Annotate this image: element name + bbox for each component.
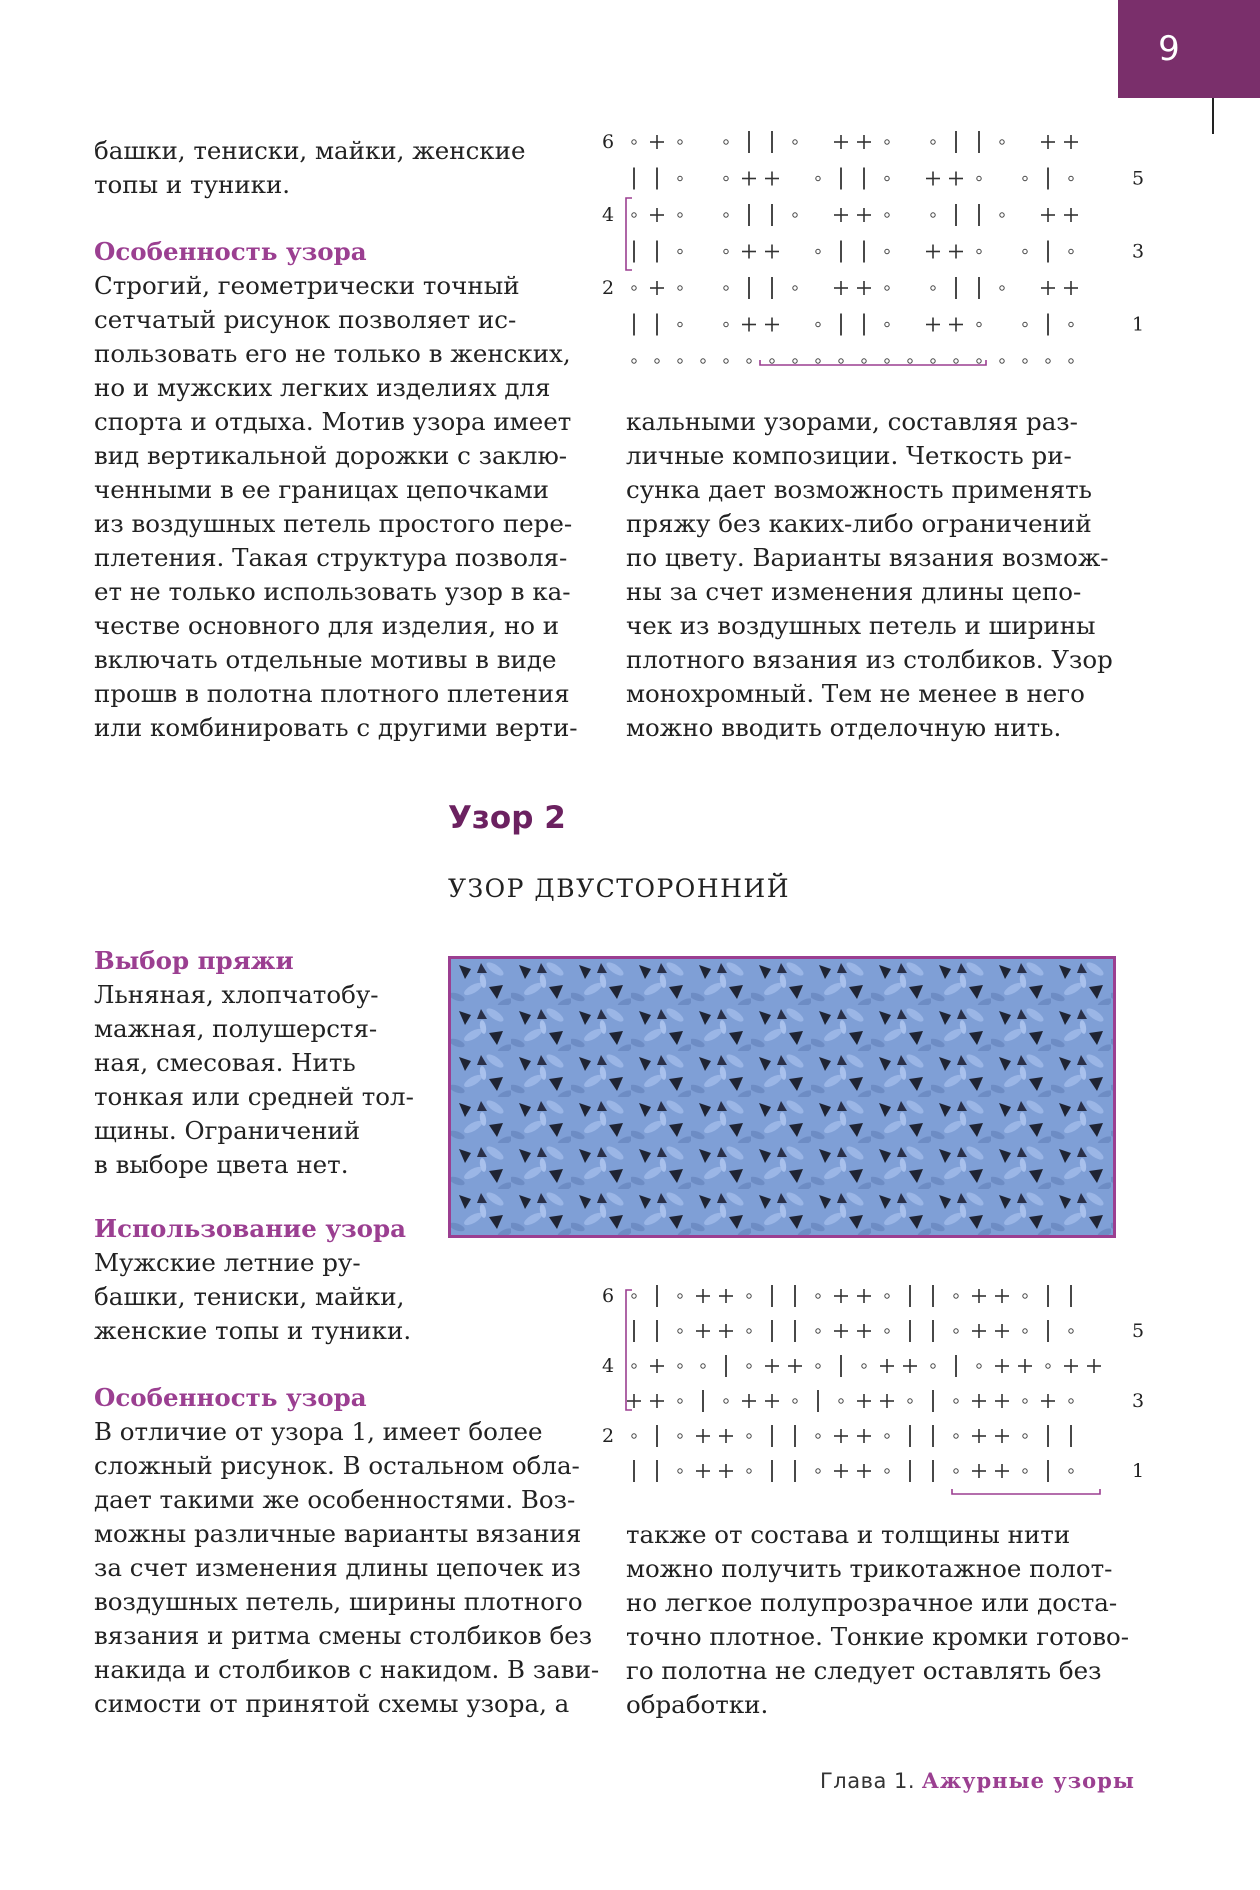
chain-symbol (954, 1294, 958, 1298)
chain-symbol (678, 1469, 682, 1473)
chain-symbol (816, 1294, 820, 1298)
footer-chapter-title: Ажурные узоры (921, 1768, 1135, 1793)
chain-symbol (908, 1399, 912, 1403)
chain-symbol (724, 213, 728, 217)
chain-symbol (1069, 1469, 1073, 1473)
row-number-right: 5 (1132, 1320, 1145, 1342)
chain-symbol (931, 140, 935, 144)
chain-symbol (885, 213, 889, 217)
chain-symbol (1023, 1329, 1027, 1333)
chain-symbol (1023, 1434, 1027, 1438)
chain-symbol (632, 213, 636, 217)
row-number-left: 2 (602, 1425, 615, 1447)
chain-symbol (885, 1469, 889, 1473)
chain-symbol (724, 286, 728, 290)
feature-text-1: Строгий, геометрически точный сетчатый рисунок позволяет ис- пользовать его не только в женских, но и мужских легких изделиях для спорта и отдыха. Мотив узора имеет вид вертикальной дорожки с заклю- ченными в ее границах цепочками из воздушных петель простого пере- плетения. Такая структура позволя- ет не только использовать узор в ка- честве основного для изделия, но и включать отдельные мотивы в виде прошв в полотна плотного плетения или комбинировать с другими верти- (94, 271, 578, 742)
chain-symbol (1023, 322, 1027, 326)
chain-symbol (724, 249, 728, 253)
chain-symbol (885, 286, 889, 290)
pattern-subtitle: УЗОР ДВУСТОРОННИЙ (448, 874, 790, 903)
chain-symbol (724, 140, 728, 144)
chain-symbol (931, 1364, 935, 1368)
chain-symbol (1000, 213, 1004, 217)
chain-symbol (1069, 1329, 1073, 1333)
chain-symbol (839, 359, 843, 363)
chain-symbol (1023, 359, 1027, 363)
chain-symbol (747, 1364, 751, 1368)
crochet-diagram-2 (596, 1276, 1156, 1501)
chain-symbol (816, 1434, 820, 1438)
chain-symbol (724, 176, 728, 180)
chain-symbol (977, 249, 981, 253)
chain-symbol (885, 1434, 889, 1438)
chain-symbol (931, 213, 935, 217)
chain-symbol (977, 322, 981, 326)
chain-symbol (1069, 359, 1073, 363)
chain-symbol (954, 1469, 958, 1473)
chain-symbol (1069, 176, 1073, 180)
chain-symbol (816, 1329, 820, 1333)
row-number-left: 6 (602, 1285, 615, 1307)
chain-symbol (747, 359, 751, 363)
page-edge-rule (1212, 98, 1214, 134)
chain-symbol (724, 322, 728, 326)
chain-symbol (678, 213, 682, 217)
chain-symbol (954, 1329, 958, 1333)
chain-symbol (793, 1399, 797, 1403)
chain-symbol (632, 140, 636, 144)
chain-symbol (816, 249, 820, 253)
chain-symbol (793, 359, 797, 363)
row-number-right: 5 (1132, 167, 1145, 190)
chain-symbol (816, 176, 820, 180)
page-number: 9 (1158, 29, 1180, 69)
chain-symbol (632, 286, 636, 290)
chain-symbol (1069, 1399, 1073, 1403)
usage-text: Мужские летние ру- башки, тениски, майки, женские топы и туники. (94, 1248, 412, 1345)
repeat-bracket (626, 198, 632, 270)
chain-symbol (678, 286, 682, 290)
chain-symbol (816, 1364, 820, 1368)
intro-text: башки, тениски, майки, женские топы и туники. (94, 136, 526, 199)
chain-symbol (678, 359, 682, 363)
usage-heading: Использование узора (94, 1214, 407, 1243)
chain-symbol (678, 1434, 682, 1438)
footer-chapter (820, 1768, 1135, 1793)
repeat-bracket (626, 1290, 632, 1410)
chain-symbol (954, 359, 958, 363)
chain-symbol (678, 249, 682, 253)
chain-symbol (1023, 176, 1027, 180)
right-text-2: также от состава и толщины нити можно получить трикотажное полот- но легкое полупрозрачное или доста- точно плотное. Тонкие кромки готово- го полотна не следует оставлять без обработки. (626, 1520, 1130, 1719)
crochet-sample-photo (448, 956, 1116, 1238)
chain-symbol (678, 1294, 682, 1298)
chain-symbol (747, 1434, 751, 1438)
pattern-title: Узор 2 (448, 800, 566, 836)
chain-symbol (954, 1434, 958, 1438)
chain-symbol (885, 359, 889, 363)
chain-symbol (816, 359, 820, 363)
chain-symbol (839, 1399, 843, 1403)
chain-symbol (770, 359, 774, 363)
chain-symbol (747, 1294, 751, 1298)
chain-symbol (678, 1329, 682, 1333)
yarn-text: Льняная, хлопчатобу- мажная, полушерстя- ная, смесовая. Нить тонкая или средней тол- щины. Ограничений в выборе цвета нет. (94, 980, 414, 1179)
chain-symbol (793, 140, 797, 144)
chain-symbol (885, 1329, 889, 1333)
row-number-right: 3 (1132, 1390, 1145, 1412)
chain-symbol (1023, 1469, 1027, 1473)
chain-symbol (954, 1399, 958, 1403)
chain-symbol (678, 1399, 682, 1403)
chain-symbol (1023, 1294, 1027, 1298)
chain-symbol (632, 1364, 636, 1368)
chain-symbol (678, 176, 682, 180)
chain-symbol (655, 359, 659, 363)
chain-symbol (885, 322, 889, 326)
chain-symbol (747, 1329, 751, 1333)
chain-symbol (1069, 322, 1073, 326)
chain-symbol (632, 1294, 636, 1298)
chain-symbol (1023, 249, 1027, 253)
chain-symbol (678, 1364, 682, 1368)
chain-symbol (678, 322, 682, 326)
chain-symbol (908, 359, 912, 363)
chain-symbol (977, 1364, 981, 1368)
feature-heading-1: Особенность узора (94, 237, 367, 266)
row-number-left: 4 (602, 204, 615, 226)
row-number-left: 4 (602, 1355, 615, 1377)
row-number-right: 1 (1132, 1460, 1145, 1482)
chain-symbol (747, 1469, 751, 1473)
row-number-right: 3 (1132, 240, 1145, 263)
chain-symbol (1000, 140, 1004, 144)
chain-symbol (885, 1294, 889, 1298)
crochet-diagram-1 (596, 120, 1156, 372)
footer-chapter-label: Глава 1. (820, 1769, 916, 1793)
row-number-right: 1 (1132, 313, 1145, 336)
chain-symbol (885, 249, 889, 253)
chain-symbol (1023, 1399, 1027, 1403)
feature-text-2: В отличие от узора 1, имеет более сложный рисунок. В остальном обла- дает такими же особенностями. Воз- можны различные варианты вязания за счет изменения длины цепочек из воздушных петель, ширины плотного вязания и ритма смены столбиков без накида и столбиков с накидом. В зави- симости от принятой схемы узора, а (94, 1417, 600, 1718)
chain-symbol (862, 1364, 866, 1368)
chain-symbol (724, 359, 728, 363)
chain-symbol (977, 176, 981, 180)
yarn-heading: Выбор пряжи (94, 946, 294, 975)
chain-symbol (632, 1434, 636, 1438)
chain-symbol (816, 1469, 820, 1473)
chain-symbol (816, 322, 820, 326)
chain-symbol (931, 359, 935, 363)
chain-symbol (793, 213, 797, 217)
chain-symbol (1000, 286, 1004, 290)
chain-symbol (701, 359, 705, 363)
chain-symbol (678, 140, 682, 144)
chain-symbol (1046, 359, 1050, 363)
chain-symbol (632, 359, 636, 363)
chain-symbol (885, 140, 889, 144)
chain-symbol (1046, 1364, 1050, 1368)
chain-symbol (862, 359, 866, 363)
chain-symbol (724, 1399, 728, 1403)
feature-heading-2: Особенность узора (94, 1383, 367, 1412)
repeat-underline (952, 1489, 1100, 1494)
row-number-left: 2 (602, 277, 615, 299)
chain-symbol (1069, 249, 1073, 253)
chain-symbol (793, 286, 797, 290)
right-text-1: кальными узорами, составляя раз- личные композиции. Четкость ри- сунка дает возможность применять пряжу без каких-либо ограничений по цвету. Варианты вязания возмож- ны за счет изменения длины цепо- чек из воздушных петель и ширины плотного вязания из столбиков. Узор монохромный. Тем не менее в него можно вводить отделочную нить. (626, 407, 1113, 742)
chain-symbol (1000, 359, 1004, 363)
chain-symbol (931, 286, 935, 290)
chain-symbol (885, 176, 889, 180)
chain-symbol (977, 359, 981, 363)
chain-symbol (701, 1364, 705, 1368)
row-number-left: 6 (602, 131, 615, 153)
